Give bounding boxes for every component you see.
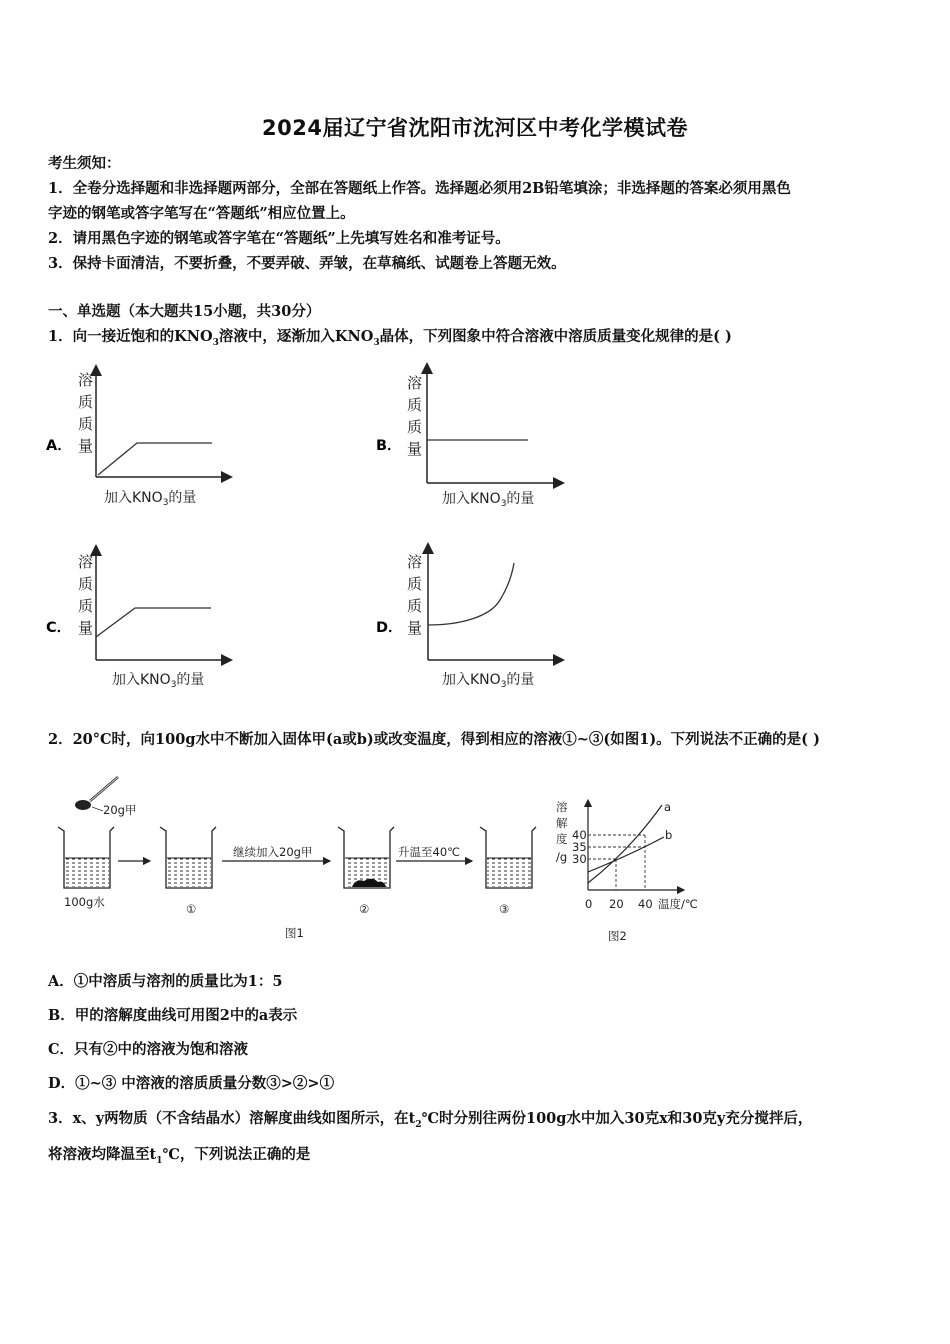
notice-item-2: 2．请用黑色字迹的钢笔或答字笔在“答题纸”上先填写姓名和准考证号。 — [48, 230, 510, 247]
svg-text:量: 量 — [78, 619, 94, 637]
svg-text:溶: 溶 — [407, 553, 423, 571]
svg-text:加入KNO3的量: 加入$KNO_3$的量 — [104, 490, 197, 508]
svg-text:0: 0 — [585, 897, 593, 911]
beaker-water — [58, 827, 114, 888]
section-heading: 一、单选题（本大题共15小题，共30分） — [48, 303, 321, 320]
option-d-label: D． — [376, 620, 403, 636]
svg-text:量: 量 — [407, 440, 423, 458]
svg-text:质: 质 — [78, 415, 94, 433]
notice-item-1b: 字迹的钢笔或答字笔写在“答题纸”相应位置上。 — [48, 205, 355, 222]
figure-1 — [58, 777, 536, 940]
svg-text:质: 质 — [78, 597, 94, 615]
svg-text:继续加入20g甲: 继续加入20g甲 — [233, 845, 313, 859]
svg-text:加入KNO3的量: 加入$KNO_3$的量 — [442, 491, 535, 509]
svg-text:解: 解 — [556, 816, 568, 830]
svg-text:a: a — [664, 800, 672, 814]
svg-text:100g水: 100g水 — [64, 895, 105, 909]
svg-text:溶: 溶 — [78, 371, 94, 389]
q2-option-a: A．①中溶质与溶剂的质量比为1：5 — [48, 973, 283, 990]
svg-text:③: ③ — [499, 902, 510, 916]
question-2-stem: 2．20°C时，向100g水中不断加入固体甲(a或b)或改变温度，得到相应的溶液①~③(如图1)。下列说法不正确的是( ) — [48, 731, 820, 748]
notice-item-1a: 1．全卷分选择题和非选择题两部分，全部在答题纸上作答。选择题必须用2B铅笔填涂；非选择题的答案必须用黑色 — [48, 180, 791, 197]
svg-text:溶: 溶 — [407, 374, 423, 392]
option-a-label: A． — [46, 438, 72, 454]
svg-text:质: 质 — [407, 597, 423, 615]
svg-text:温度/℃: 温度/℃ — [658, 897, 698, 911]
beaker-1 — [160, 827, 216, 888]
figure-2 — [556, 800, 698, 943]
svg-text:质: 质 — [407, 575, 423, 593]
svg-text:40: 40 — [572, 828, 587, 842]
page-title: 2024届辽宁省沈阳市沈河区中考化学模试卷 — [262, 116, 688, 140]
q2-figures — [0, 765, 950, 950]
svg-text:质: 质 — [407, 418, 423, 436]
graph-b — [376, 365, 562, 509]
svg-text:②: ② — [359, 902, 370, 916]
svg-text:量: 量 — [407, 619, 423, 637]
q2-option-b: B．甲的溶解度曲线可用图2中的a表示 — [48, 1007, 298, 1024]
svg-text:质: 质 — [407, 396, 423, 414]
question-3-line-1: 3．x、y两物质（不含结晶水）溶解度曲线如图所示，在$t_2℃$时分别往两份100g水中加入30克x和30克y充分搅拌后， — [48, 1110, 813, 1130]
option-b-label: B． — [376, 438, 402, 454]
svg-text:图1: 图1 — [285, 926, 304, 940]
svg-text:40: 40 — [638, 897, 653, 911]
question-3-line-2: 将溶液均降温至$t_1℃$，下列说法正确的是 — [48, 1146, 311, 1166]
svg-text:20: 20 — [609, 897, 624, 911]
svg-text:质: 质 — [78, 575, 94, 593]
curve-b — [588, 837, 664, 872]
notice-heading: 考生须知： — [48, 155, 121, 172]
graph-c — [46, 547, 230, 690]
svg-text:溶: 溶 — [78, 553, 94, 571]
q2-option-d: D．①~③ 中溶液的溶质质量分数③>②>① — [48, 1075, 335, 1092]
svg-text:加入KNO3的量: 加入$KNO_3$的量 — [112, 672, 205, 690]
svg-text:加入KNO3的量: 加入$KNO_3$的量 — [442, 672, 535, 690]
graph-a — [46, 367, 230, 508]
svg-text:b: b — [665, 828, 673, 842]
svg-text:20g甲: 20g甲 — [103, 803, 137, 817]
svg-text:图2: 图2 — [608, 929, 627, 943]
graph-d — [376, 545, 562, 690]
question-1-stem: 1．向一接近饱和的$KNO_3$溶液中，逐渐加入$KNO_3$晶体，下列图象中符合溶液中溶质质量变化规律的是( ) — [48, 328, 732, 348]
svg-text:/g: /g — [556, 850, 568, 864]
q2-option-c: C．只有②中的溶液为饱和溶液 — [48, 1041, 249, 1058]
svg-text:量: 量 — [78, 437, 94, 455]
svg-text:质: 质 — [78, 393, 94, 411]
svg-text:度: 度 — [556, 832, 568, 846]
beaker-3 — [480, 827, 536, 888]
q1-graphs — [0, 355, 950, 700]
beaker-2 — [338, 827, 394, 888]
option-c-label: C． — [46, 620, 72, 636]
notice-item-3: 3．保持卡面清洁，不要折叠，不要弄破、弄皱，在草稿纸、试题卷上答题无效。 — [48, 255, 566, 272]
svg-text:①: ① — [186, 902, 197, 916]
svg-text:升温至40℃: 升温至40℃ — [398, 845, 461, 859]
svg-text:30: 30 — [572, 852, 587, 866]
svg-text:35: 35 — [572, 840, 587, 854]
svg-text:溶: 溶 — [556, 800, 568, 814]
